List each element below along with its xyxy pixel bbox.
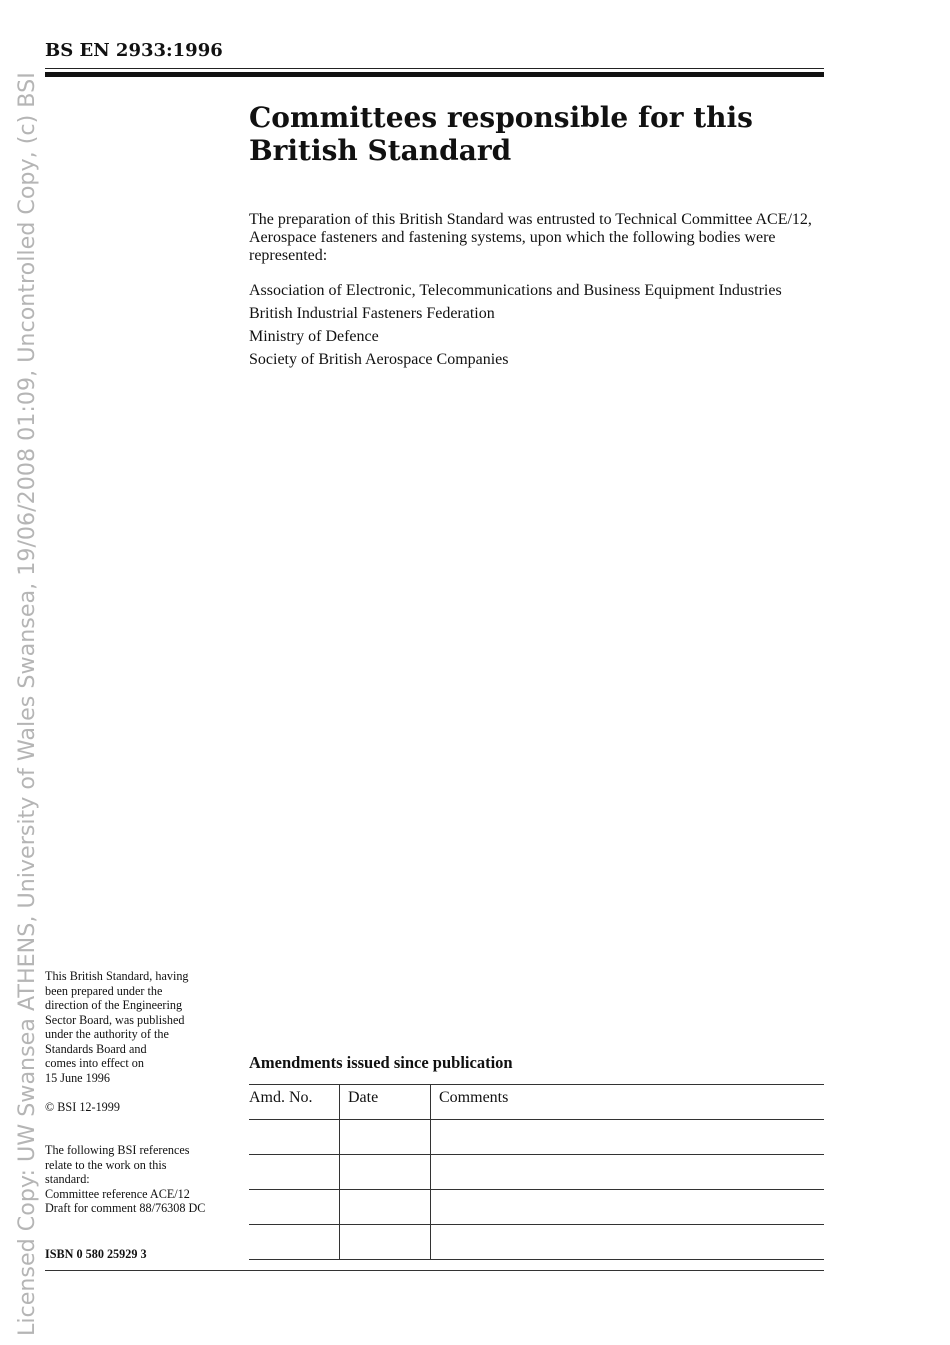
publication-note [45, 969, 245, 1085]
table-cell [340, 1120, 431, 1155]
publication-note-line: under the authority of the [45, 1027, 169, 1041]
table-cell [431, 1120, 825, 1155]
licensed-copy-watermark: Licensed Copy: UW Swansea ATHENS, University of Wales Swansea, 19/06/2008 01:09, Uncontrolled Copy, (c) BSI [14, 72, 40, 1336]
table-cell [249, 1225, 340, 1260]
column-header-amd-no: Amd. No. [249, 1085, 340, 1120]
document-id: BS EN 2933:1996 [45, 40, 223, 61]
table-row [249, 1190, 824, 1225]
copyright-notice: © BSI 12-1999 [45, 1100, 120, 1114]
table-cell [249, 1190, 340, 1225]
isbn-number: ISBN 0 580 25929 3 [45, 1247, 147, 1261]
references-line: Draft for comment 88/76308 DC [45, 1201, 206, 1215]
column-header-date: Date [340, 1085, 431, 1120]
table-header-row [249, 1085, 824, 1120]
publication-note-line: Sector Board, was published [45, 1012, 185, 1027]
table-cell [431, 1190, 825, 1225]
header-thick-rule [45, 72, 824, 77]
table-cell [249, 1120, 340, 1155]
references-line: standard: [45, 1172, 90, 1186]
page-title-line-1: Committees responsible for this [249, 101, 753, 134]
footer-rule-left [45, 1270, 249, 1271]
table-cell [340, 1190, 431, 1225]
amendments-table [249, 1084, 824, 1260]
table-cell [249, 1155, 340, 1190]
publication-note-line: comes into effect on [45, 1056, 144, 1070]
table-cell [340, 1155, 431, 1190]
represented-bodies-list [249, 282, 809, 374]
footer-rule [249, 1270, 824, 1271]
references-line: Committee reference ACE/12 [45, 1186, 190, 1201]
committee-intro-paragraph: The preparation of this British Standard was entrusted to Technical Committee ACE/12, Aerospace fasteners and fastening systems, upon which the following bodies were represented: [249, 211, 812, 264]
table-cell [431, 1225, 825, 1260]
page-title [249, 101, 809, 167]
list-item: Society of British Aerospace Companies [249, 351, 509, 368]
publication-note-line: This British Standard, having [45, 969, 189, 983]
publication-note-line: direction of the Engineering [45, 998, 183, 1012]
list-item: British Industrial Fasteners Federation [249, 305, 495, 322]
table-cell [431, 1155, 825, 1190]
references-line: relate to the work on this [45, 1157, 167, 1172]
publication-note-line: Standards Board and [45, 1041, 147, 1056]
list-item: Association of Electronic, Telecommunications and Business Equipment Industries [249, 282, 782, 299]
amendments-title: Amendments issued since publication [249, 1053, 513, 1072]
table-cell [340, 1225, 431, 1260]
publication-note-line: 15 June 1996 [45, 1070, 110, 1085]
page-title-line-2: British Standard [249, 134, 512, 167]
table-row [249, 1155, 824, 1190]
list-item: Ministry of Defence [249, 328, 379, 345]
references-line: The following BSI references [45, 1143, 190, 1157]
header-thin-rule [45, 68, 824, 69]
table-row [249, 1120, 824, 1155]
bsi-references [45, 1143, 245, 1216]
table-row [249, 1225, 824, 1260]
column-header-comments: Comments [431, 1085, 825, 1120]
publication-note-line: been prepared under the [45, 983, 163, 998]
